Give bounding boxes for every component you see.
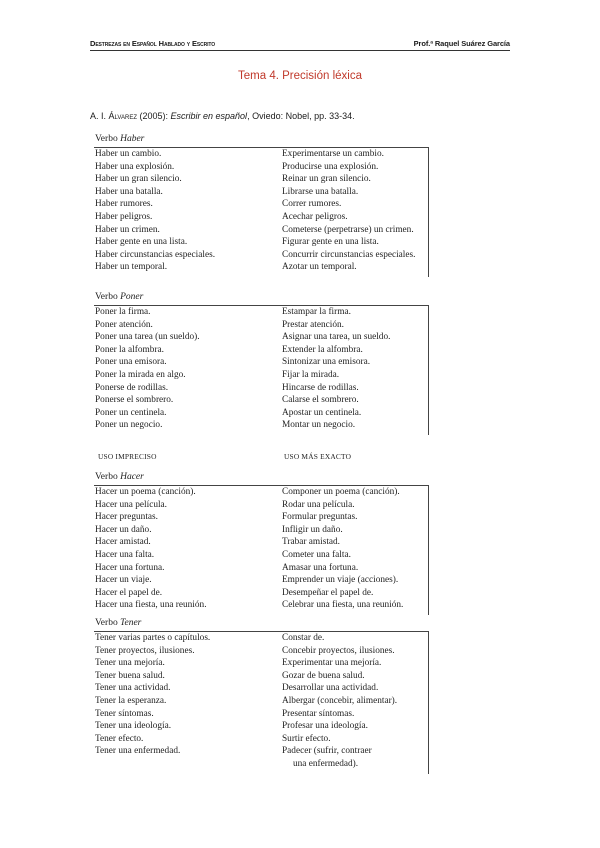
header-professor: Prof.ª Raquel Suárez García bbox=[413, 38, 510, 48]
table-row bbox=[94, 199, 428, 212]
imprecise-use: Poner la firma. bbox=[95, 307, 151, 317]
table-row bbox=[94, 759, 428, 772]
imprecise-use: Tener una enfermedad. bbox=[95, 746, 181, 757]
table-row bbox=[94, 395, 428, 408]
exact-use: Cometer una falta. bbox=[282, 550, 351, 560]
verb-table-title bbox=[95, 134, 144, 144]
table-row bbox=[94, 696, 428, 709]
imprecise-use: Tener proyectos, ilusiones. bbox=[95, 645, 195, 656]
exact-use: Fijar la mirada. bbox=[282, 370, 340, 380]
exact-use: Extender la alfombra. bbox=[282, 344, 363, 355]
exact-use: Apostar un centinela. bbox=[282, 407, 362, 418]
table-row bbox=[94, 250, 428, 263]
imprecise-use: Hacer preguntas. bbox=[95, 512, 158, 523]
exact-use: Prestar atención. bbox=[282, 319, 344, 330]
imprecise-use: Tener una mejoría. bbox=[95, 658, 165, 669]
table-row bbox=[94, 487, 428, 500]
header-rule bbox=[90, 50, 510, 51]
exact-use: Correr rumores. bbox=[282, 199, 342, 210]
imprecise-use: Haber un crimen. bbox=[95, 224, 160, 235]
table-row bbox=[94, 500, 428, 513]
table-row bbox=[94, 174, 428, 187]
exact-use: Concebir proyectos, ilusiones. bbox=[282, 645, 395, 656]
exact-use: Emprender un viaje (acciones). bbox=[282, 575, 399, 586]
verb-label: Verbo bbox=[95, 618, 121, 628]
imprecise-use: Hacer una película. bbox=[95, 499, 168, 510]
exact-use: Formular preguntas. bbox=[282, 512, 358, 523]
table-row bbox=[94, 537, 428, 550]
exact-use: Reinar un gran silencio. bbox=[282, 174, 371, 185]
table-row bbox=[94, 734, 428, 747]
imprecise-use: Hacer el papel de. bbox=[95, 587, 163, 598]
verb-label: Verbo bbox=[95, 292, 121, 302]
citation-publisher: , Oviedo: Nobel, pp. 33-34. bbox=[247, 111, 355, 121]
table-row bbox=[94, 512, 428, 525]
verb-table-title bbox=[95, 292, 143, 302]
table-row bbox=[94, 357, 428, 370]
imprecise-use: Haber peligros. bbox=[95, 212, 153, 222]
imprecise-use: Haber gente en una lista. bbox=[95, 237, 188, 248]
table-row bbox=[94, 633, 428, 646]
exact-use: Estampar la firma. bbox=[282, 307, 351, 317]
imprecise-use: Ponerse el sombrero. bbox=[95, 395, 174, 406]
exact-use: Hincarse de rodillas. bbox=[282, 382, 359, 393]
exact-use: Producirse una explosión. bbox=[282, 161, 379, 172]
exact-use: una enfermedad). bbox=[293, 759, 359, 769]
imprecise-use: Poner un negocio. bbox=[95, 420, 163, 431]
verb-name: Tener bbox=[120, 618, 142, 628]
imprecise-use: Tener varias partes o capítulos. bbox=[95, 633, 211, 643]
imprecise-use: Tener una actividad. bbox=[95, 683, 171, 694]
imprecise-use: Hacer un daño. bbox=[95, 524, 152, 535]
verb-table-title bbox=[95, 618, 141, 628]
table-row bbox=[94, 721, 428, 734]
imprecise-use: Tener una ideología. bbox=[95, 721, 172, 732]
imprecise-use: Haber rumores. bbox=[95, 199, 153, 210]
imprecise-use: Hacer amistad. bbox=[95, 537, 151, 548]
imprecise-use: Hacer una fiesta, una reunión. bbox=[95, 600, 207, 611]
verb-label: Verbo bbox=[95, 472, 121, 482]
table-row bbox=[94, 383, 428, 396]
table-row bbox=[94, 746, 428, 759]
header-course: Destrezas en Español Hablado y Escrito bbox=[90, 38, 216, 48]
exact-use: Desarrollar una actividad. bbox=[282, 683, 379, 694]
table-row bbox=[94, 320, 428, 333]
exact-use: Concurrir circunstancias especiales. bbox=[282, 249, 416, 260]
table-row bbox=[94, 345, 428, 358]
exact-use: Profesar una ideología. bbox=[282, 721, 368, 732]
table-row bbox=[94, 408, 428, 421]
column-header-imprecise: USO IMPRECISO bbox=[98, 452, 157, 461]
exact-use: Sintonizar una emisora. bbox=[282, 357, 371, 368]
imprecise-use: Haber una batalla. bbox=[95, 186, 163, 197]
citation-book: Escribir en español bbox=[170, 111, 248, 121]
exact-use: Montar un negocio. bbox=[282, 420, 356, 431]
table-row bbox=[94, 575, 428, 588]
table-row bbox=[94, 671, 428, 684]
running-header bbox=[90, 37, 510, 49]
citation-initials: A. I. bbox=[90, 111, 107, 121]
verb-label: Verbo bbox=[95, 134, 121, 144]
imprecise-use: Tener efecto. bbox=[95, 733, 144, 744]
table-row bbox=[94, 162, 428, 175]
table-row bbox=[94, 600, 428, 613]
exact-use: Constar de. bbox=[282, 633, 325, 643]
table-row bbox=[94, 525, 428, 538]
table-row bbox=[94, 588, 428, 601]
exact-use: Surtir efecto. bbox=[282, 733, 331, 744]
table-row bbox=[94, 262, 428, 275]
imprecise-use: Haber una explosión. bbox=[95, 161, 175, 172]
imprecise-use: Haber un cambio. bbox=[95, 149, 162, 159]
imprecise-use: Haber un gran silencio. bbox=[95, 174, 182, 185]
table-row bbox=[94, 187, 428, 200]
exact-use: Acechar peligros. bbox=[282, 212, 348, 222]
verb-table-title bbox=[95, 472, 144, 482]
imprecise-use: Hacer una falta. bbox=[95, 550, 155, 560]
exact-use: Componer un poema (canción). bbox=[282, 487, 400, 497]
exact-use: Padecer (sufrir, contraer bbox=[282, 746, 372, 757]
exact-use: Rodar una película. bbox=[282, 499, 355, 510]
imprecise-use: Ponerse de rodillas. bbox=[95, 382, 169, 393]
imprecise-use: Poner una tarea (un sueldo). bbox=[95, 332, 200, 343]
table-row bbox=[94, 332, 428, 345]
exact-use: Gozar de buena salud. bbox=[282, 670, 365, 681]
table-row bbox=[94, 563, 428, 576]
table-row bbox=[94, 683, 428, 696]
table-row bbox=[94, 370, 428, 383]
exact-use: Celebrar una fiesta, una reunión. bbox=[282, 600, 404, 611]
exact-use: Cometerse (perpetrarse) un crimen. bbox=[282, 224, 414, 235]
table-row bbox=[94, 237, 428, 250]
exact-use: Librarse una batalla. bbox=[282, 186, 359, 197]
citation-author: Álvarez bbox=[108, 111, 137, 121]
citation bbox=[90, 111, 510, 121]
exact-use: Asignar una tarea, un sueldo. bbox=[282, 332, 391, 343]
exact-use: Albergar (concebir, alimentar). bbox=[282, 696, 398, 706]
verb-name: Hacer bbox=[120, 472, 144, 482]
imprecise-use: Hacer un poema (canción). bbox=[95, 487, 196, 497]
citation-year: (2005): bbox=[136, 111, 171, 121]
imprecise-use: Hacer un viaje. bbox=[95, 575, 152, 586]
exact-use: Figurar gente en una lista. bbox=[282, 237, 379, 248]
imprecise-use: Tener la esperanza. bbox=[95, 696, 167, 706]
exact-use: Infligir un daño. bbox=[282, 524, 343, 535]
exact-use: Trabar amistad. bbox=[282, 537, 341, 548]
table-row bbox=[94, 307, 428, 320]
imprecise-use: Poner una emisora. bbox=[95, 357, 167, 368]
imprecise-use: Tener buena salud. bbox=[95, 670, 165, 681]
table-row bbox=[94, 550, 428, 563]
column-header-exact: USO MÁS EXACTO bbox=[284, 452, 352, 461]
table-row bbox=[94, 420, 428, 433]
exact-use: Presentar síntomas. bbox=[282, 708, 355, 719]
page-title: Tema 4. Precisión léxica bbox=[238, 70, 362, 82]
imprecise-use: Tener síntomas. bbox=[95, 708, 154, 719]
verb-name: Poner bbox=[120, 292, 144, 302]
imprecise-use: Poner la alfombra. bbox=[95, 344, 164, 355]
imprecise-use: Hacer una fortuna. bbox=[95, 562, 165, 573]
table-row bbox=[94, 658, 428, 671]
imprecise-use: Poner atención. bbox=[95, 319, 153, 330]
table-row bbox=[94, 709, 428, 722]
exact-use: Amasar una fortuna. bbox=[282, 562, 359, 573]
table-row bbox=[94, 646, 428, 659]
imprecise-use: Poner un centinela. bbox=[95, 407, 167, 418]
imprecise-use: Poner la mirada en algo. bbox=[95, 370, 186, 380]
exact-use: Desempeñar el papel de. bbox=[282, 587, 374, 598]
table-row bbox=[94, 149, 428, 162]
exact-use: Calarse el sombrero. bbox=[282, 395, 359, 406]
exact-use: Azotar un temporal. bbox=[282, 262, 357, 273]
table-row bbox=[94, 212, 428, 225]
verb-name: Haber bbox=[120, 134, 145, 144]
imprecise-use: Haber un temporal. bbox=[95, 262, 168, 273]
exact-use: Experimentarse un cambio. bbox=[282, 149, 384, 159]
imprecise-use: Haber circunstancias especiales. bbox=[95, 249, 216, 260]
table-row bbox=[94, 225, 428, 238]
exact-use: Experimentar una mejoría. bbox=[282, 658, 382, 669]
